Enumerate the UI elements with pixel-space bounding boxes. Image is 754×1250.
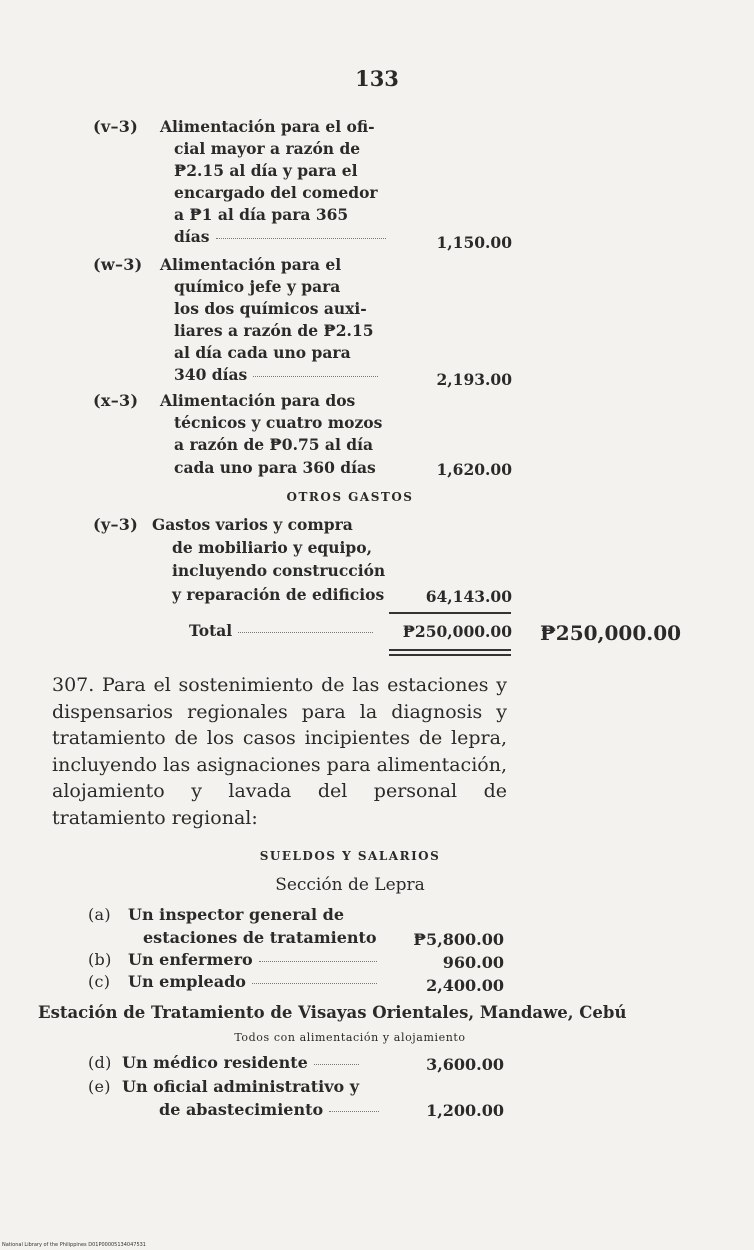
leader-dots: [252, 982, 377, 984]
item-line: de abastecimiento: [159, 1100, 324, 1119]
entry-line: incluyendo construcción: [172, 561, 386, 580]
item-label: (a): [88, 905, 111, 924]
item-amount: 1,200.00: [426, 1101, 504, 1120]
item-label: (b): [88, 950, 112, 969]
total-amount: ₱250,000.00: [402, 622, 512, 641]
grand-total: ₱250,000.00: [540, 621, 682, 645]
double-rule-bottom: [389, 654, 511, 656]
item-line: Un inspector general de: [128, 905, 345, 924]
entry-label: (v–3): [93, 117, 139, 136]
entry-line: 340 días: [174, 365, 248, 384]
station-heading: Estación de Tratamiento de Visayas Orientales, Mandawe, Cebú: [38, 1003, 627, 1022]
section-heading: OTROS GASTOS: [286, 490, 414, 504]
item-line: Un empleado: [128, 972, 246, 991]
station-note: Todos con alimentación y alojamiento: [234, 1031, 466, 1044]
entry-line: Alimentación para dos: [160, 391, 356, 410]
seccion-lepra-heading: Sección de Lepra: [275, 875, 425, 895]
entry-line: Alimentación para el ofi-: [160, 117, 375, 136]
leader-dots: [314, 1063, 359, 1065]
leader-dots: [259, 960, 377, 962]
leader-dots: [216, 237, 386, 239]
item-amount: ₱5,800.00: [413, 930, 504, 949]
entry-line: los dos químicos auxi-: [174, 299, 367, 318]
sueldos-heading: SUELDOS Y SALARIOS: [259, 849, 441, 863]
item-line: Un enfermero: [128, 950, 253, 969]
sum-rule: [389, 612, 511, 614]
entry-line: encargado del comedor: [174, 183, 378, 202]
entry-line: técnicos y cuatro mozos: [174, 413, 383, 432]
item-label: (c): [88, 972, 111, 991]
entry-line: liares a razón de ₱2.15: [174, 321, 374, 340]
item-line: Un oficial administrativo y: [122, 1077, 360, 1096]
entry-line: días: [174, 227, 210, 246]
item-amount: 3,600.00: [426, 1055, 504, 1074]
entry-line: al día cada uno para: [174, 343, 351, 362]
entry-line: ₱2.15 al día y para el: [174, 161, 358, 180]
entry-line: a ₱1 al día para 365: [174, 205, 349, 224]
amount: 64,143.00: [425, 587, 512, 606]
entry-line: a razón de ₱0.75 al día: [174, 435, 374, 454]
amount: 1,620.00: [436, 460, 512, 479]
entry-line: cada uno para 360 días: [174, 458, 376, 477]
entry-line: y reparación de edificios: [172, 585, 385, 604]
entry-label: (y–3): [93, 515, 139, 534]
paragraph-307: 307. Para el sostenimiento de las estaciones y dispensarios regionales para la diagnosis y tratamiento de los casos incipientes de lepra, incluyendo las asignaciones para alimentación, alojamiento y lavada del personal de tratamiento regional:: [52, 674, 507, 829]
entry-line: Gastos varios y compra: [152, 515, 353, 534]
total-label: Total: [189, 621, 233, 640]
entry-label: (x–3): [93, 391, 139, 410]
scan-footer: National Library of the Philippines D01P00005134047531: [2, 1242, 146, 1248]
item-label: (e): [88, 1077, 111, 1096]
item-label: (d): [88, 1053, 112, 1072]
entry-line: Alimentación para el: [160, 255, 342, 274]
leader-dots: [329, 1110, 379, 1112]
item-amount: 960.00: [442, 953, 504, 972]
item-amount: 2,400.00: [426, 976, 504, 995]
page-number: 133: [355, 66, 399, 91]
item-line: estaciones de tratamiento: [143, 928, 377, 947]
leader-dots: [238, 631, 373, 633]
leader-dots: [253, 375, 378, 377]
entry-label: (w–3): [93, 255, 143, 274]
item-line: Un médico residente: [122, 1053, 308, 1072]
amount: 1,150.00: [436, 233, 512, 252]
double-rule-top: [389, 649, 511, 651]
entry-line: de mobiliario y equipo,: [172, 538, 373, 557]
entry-line: químico jefe y para: [174, 277, 341, 296]
amount: 2,193.00: [436, 370, 512, 389]
entry-line: cial mayor a razón de: [174, 139, 361, 158]
